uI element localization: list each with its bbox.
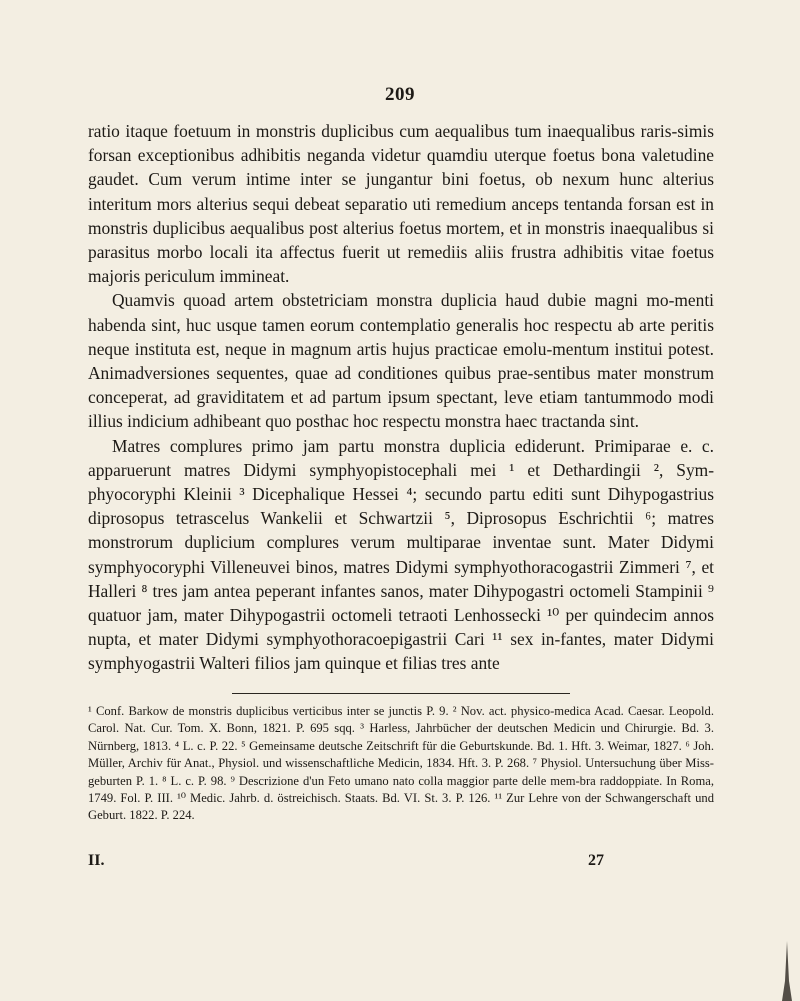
page-edge-mark [780, 941, 794, 1001]
footnote-divider [232, 693, 570, 694]
paragraph: ratio itaque foetuum in monstris duplicibus cum aequalibus tum inaequalibus raris-simis forsan exceptionibus adhibitis neganda videtur quamdiu uterque foetus bona valetudine gaudet. Cum verum intime inter se jungantur bini foetus, ob nexum hunc alterius interitum mors alterius sequi debeat separatio uti remedium anceps tentanda forsan est in monstris duplicibus aequalibus post alterius foetus mortem, et in monstris inaequalibus si parasitus morbo locali ita affectus fuerit ut remediis aliis frustra adhibitis vitae foetus majoris periculum immineat. [88, 121, 714, 287]
page-number: 209 [385, 84, 415, 105]
footnote-text: ¹ Conf. Barkow de monstris duplicibus verticibus inter se junctis P. 9. ² Nov. act. physico-medica Acad. Caesar. Leopold. Carol. Nat. Cur. Tom. X. Bonn, 1821. P. 695 sqq. ³ Harless, Jahrbücher der deutschen Medicin und Chirurgie. Bd. 3. Nürnberg, 1813. ⁴ L. c. P. 22. ⁵ Gemeinsame deutsche Zeitschrift für die Geburtskunde. Bd. 1. Hft. 3. Weimar, 1827. ⁶ Joh. Müller, Archiv für Anat., Physiol. und wissenschaftliche Medicin, 1834. Hft. 3. P. 268. ⁷ Physiol. Untersuchung über Miss-geburten P. 1. ⁸ L. c. P. 98. ⁹ Descrizione d'un Feto umano nato colla maggior parte delle mem-bra raddoppiate. In Roma, 1749. Fol. P. III. ¹⁰ Medic. Jahrb. d. östreichisch. Staats. Bd. VI. St. 3. P. 126. ¹¹ Zur Lehre von der Schwangerschaft und Geburt. 1822. P. 224. [88, 704, 714, 823]
body-text [88, 119, 714, 676]
sheet-number: 27 [588, 852, 604, 869]
paragraph: Matres complures primo jam partu monstra duplicia ediderunt. Primiparae e. c. apparuerunt matres Didymi symphyopistocephali mei ¹ et Dethardingii ², Sym-phyocoryphi Kleinii ³ Dicephalique Hessei ⁴; secundo partu editi sunt Dihypogastrius diprosopus tetrascelus Wankelii et Schwartzii ⁵, Diprosopus Eschrichtii ⁶; matres monstrorum duplicium complures verum multiparae inventae sunt. Mater Didymi symphyocoryphi Villeneuvei binos, matres Didymi symphyothoracogastrii Zimmeri ⁷, et Halleri ⁸ tres jam antea peperant infantes sanos, mater Dihypogastri octomeli Stampinii ⁹ quatuor jam, mater Dihypogastrii octomeli tetraoti Lenhossecki ¹⁰ per quindecim annos nupta, et mater Didymi symphyothoracoepigastrii Cari ¹¹ sex in-fantes, mater Didymi symphyogastrii Walteri filios jam quinque et filias tres ante [88, 435, 714, 674]
signature-mark: II. [88, 852, 105, 869]
footnotes [88, 703, 714, 825]
paragraph: Quamvis quoad artem obstetriciam monstra duplicia haud dubie magni mo-menti habenda sint, huc usque tamen eorum contemplatio generalis hoc respectu ab arte peritis neque instituta est, neque in magnum artis hujus practicae emolu-mentum institui potest. Animadversiones sequentes, quae ad conditiones quibus prae-sentibus mater monstrum conceperat, ad graviditatem et ad partum ipsum spectant, leve etiam tantummodo modi illius indicium adhibeant quo posthac hoc respectu monstra haec tractanda sint. [88, 290, 714, 432]
